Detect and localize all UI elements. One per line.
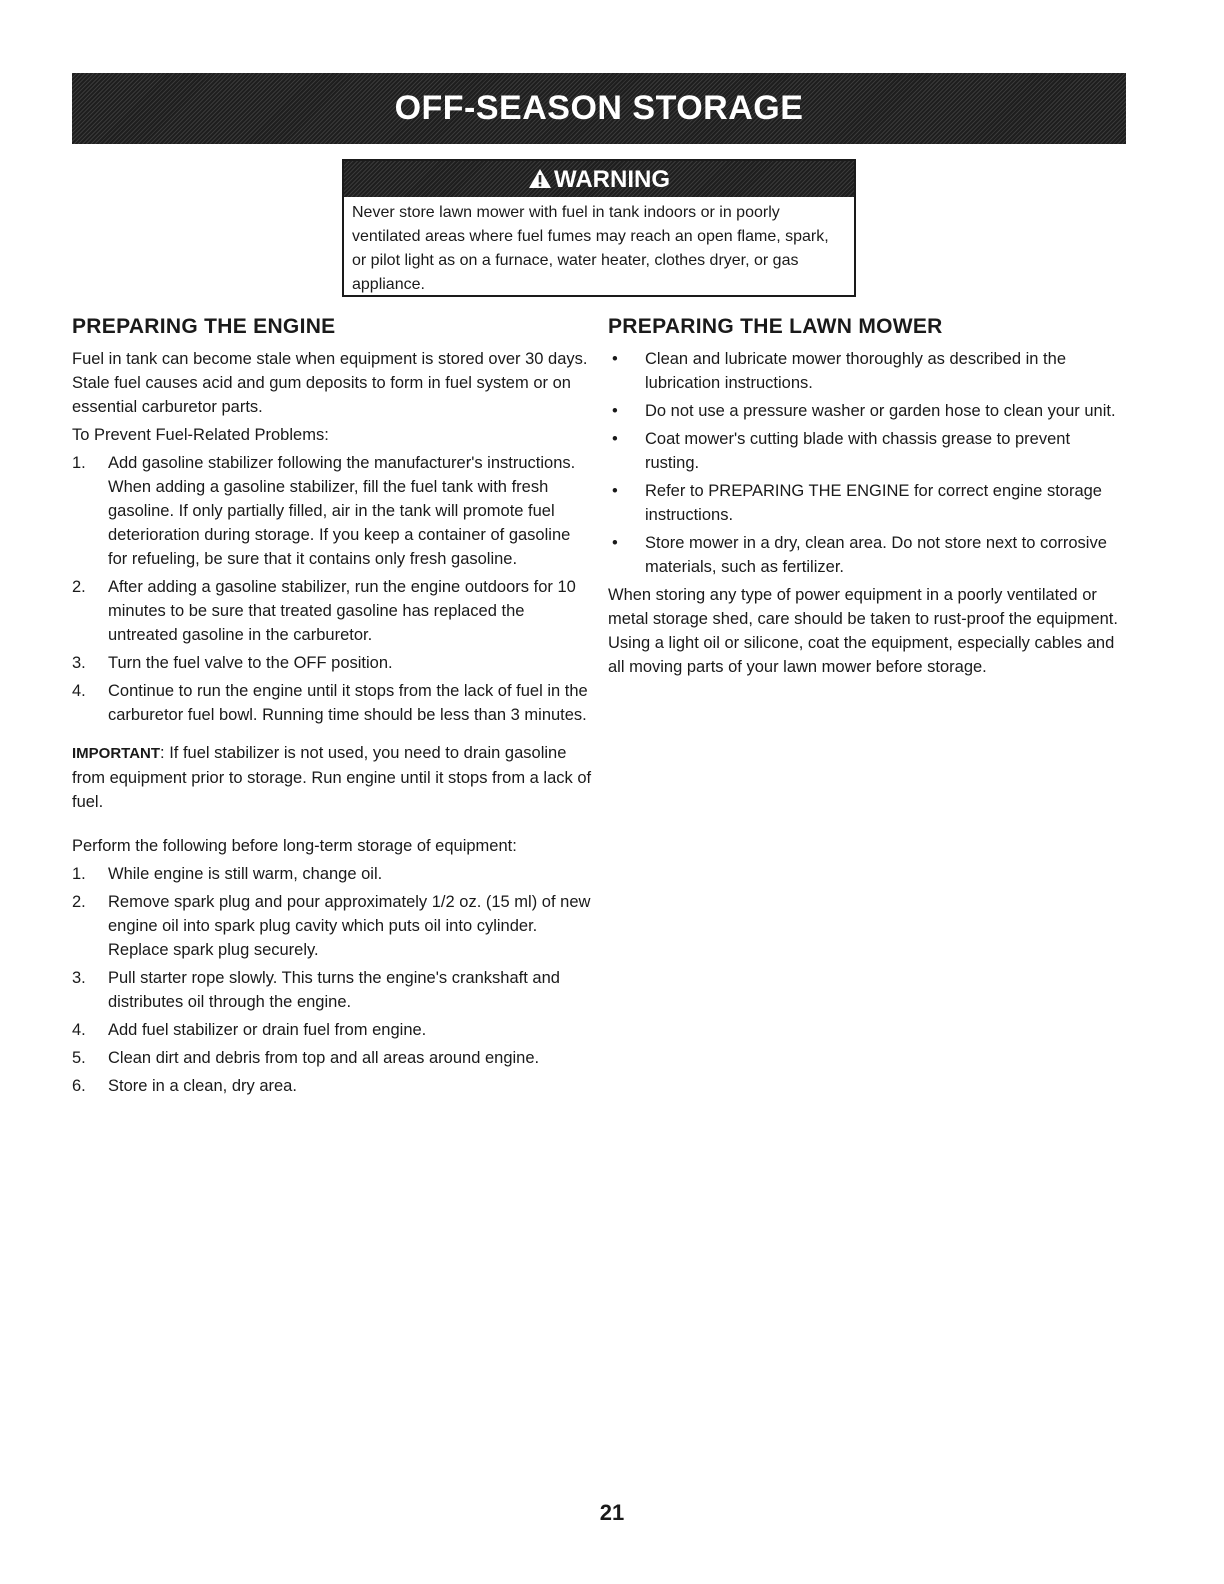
important-label: IMPORTANT	[72, 745, 161, 762]
warning-header	[344, 161, 854, 197]
engine-column	[72, 313, 592, 1102]
list-item: • Clean and lubricate mower thoroughly as described in the lubrication instructions.	[612, 350, 1066, 392]
important-note	[72, 741, 592, 814]
engine-heading: PREPARING THE ENGINE	[72, 315, 336, 338]
prevent-steps	[72, 451, 592, 727]
mower-bullets	[608, 347, 1128, 579]
warning-text: Never store lawn mower with fuel in tank indoors or in poorly ventilated areas where fuel fumes may reach an open flame, spark, or pilot light as on a furnace, water heater, clothes dryer, or gas appliance.	[352, 204, 829, 293]
longterm-label: Perform the following before long-term storage of equipment:	[72, 837, 517, 855]
list-item: • Refer to PREPARING THE ENGINE for correct engine storage instructions.	[612, 482, 1102, 524]
list-item: 1. While engine is still warm, change oil.	[72, 865, 383, 883]
list-item: • Do not use a pressure washer or garden hose to clean your unit.	[612, 402, 1116, 420]
list-item: 1. Add gasoline stabilizer following the manufacturer's instructions. When adding a gasoline stabilizer, fill the fuel tank with fresh gasoline. If only partially filled, air in the tank will promote fuel deterioration during storage. If you keep a container of gasoline for refueling, be sure that it contains only fresh gasoline.	[72, 454, 576, 568]
mower-column	[608, 313, 1128, 679]
mower-heading: PREPARING THE LAWN MOWER	[608, 315, 943, 338]
list-item: • Coat mower's cutting blade with chassis grease to prevent rusting.	[612, 430, 1071, 472]
page-number: 21	[599, 1500, 625, 1525]
warning-box	[342, 159, 856, 297]
section-banner	[72, 73, 1126, 144]
list-item: 3. Pull starter rope slowly. This turns the engine's crankshaft and distributes oil through the engine.	[72, 969, 560, 1011]
list-item: 2. After adding a gasoline stabilizer, run the engine outdoors for 10 minutes to be sure that treated gasoline has replaced the untreated gasoline in the carburetor.	[72, 578, 576, 644]
list-item: 4. Continue to run the engine until it stops from the lack of fuel in the carburetor fuel bowl. Running time should be less than 3 minutes.	[72, 682, 588, 724]
list-item: 6. Store in a clean, dry area.	[72, 1077, 297, 1095]
warning-label: WARNING	[554, 166, 670, 193]
warning-triangle-icon	[528, 168, 552, 189]
banner-title: OFF-SEASON STORAGE	[394, 89, 804, 127]
mower-closing: When storing any type of power equipment in a poorly ventilated or metal storage shed, care should be taken to rust-proof the equipment. Using a light oil or silicone, coat the equipment, especially cables and all moving parts of your lawn mower before storage.	[608, 586, 1118, 676]
longterm-steps	[72, 862, 592, 1098]
list-item: 3. Turn the fuel valve to the OFF position.	[72, 654, 393, 672]
important-text: : If fuel stabilizer is not used, you need to drain gasoline from equipment prior to storage. Run engine until it stops from a lack of fuel.	[72, 744, 592, 811]
list-item: 5. Clean dirt and debris from top and all areas around engine.	[72, 1049, 540, 1067]
prevent-label: To Prevent Fuel-Related Problems:	[72, 426, 329, 444]
list-item: • Store mower in a dry, clean area. Do not store next to corrosive materials, such as fertilizer.	[612, 534, 1107, 576]
engine-intro: Fuel in tank can become stale when equipment is stored over 30 days. Stale fuel causes acid and gum deposits to form in fuel system or on essential carburetor parts.	[72, 350, 588, 416]
list-item: 4. Add fuel stabilizer or drain fuel from engine.	[72, 1021, 427, 1039]
list-item: 2. Remove spark plug and pour approximately 1/2 oz. (15 ml) of new engine oil into spark plug cavity which puts oil into cylinder. Replace spark plug securely.	[72, 893, 591, 959]
